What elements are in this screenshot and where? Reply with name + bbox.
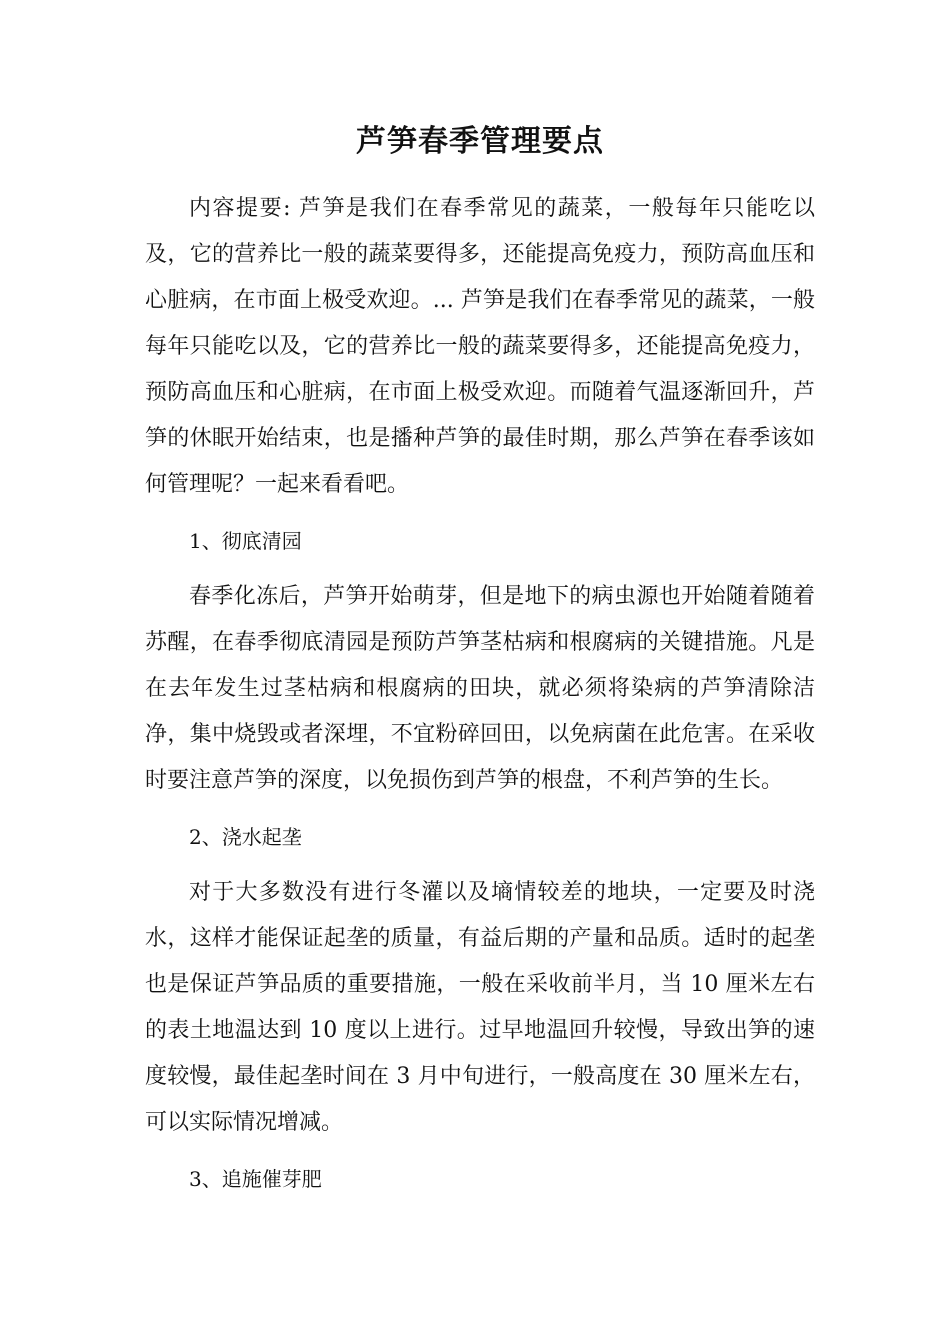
document-title: 芦笋春季管理要点	[356, 124, 604, 159]
section-heading-1: 1、彻底清园	[189, 529, 302, 553]
section-body-2: 对于大多数没有进行冬灌以及墒情较差的地块，一定要及时浇水，这样才能保证起垄的质量，有益后期的产量和品质。适时的起垄也是保证芦笋品质的重要措施，一般在采收前半月，当 10 厘米左右的表土地温达到 10 度以上进行。过早地温回升较慢，导致出笋的速度较慢，最佳起垄时间在 3 月中旬进行，一般高度在 30 厘米左右，可以实际情况增减。	[145, 880, 815, 1135]
intro-paragraph: 内容提要: 芦笋是我们在春季常见的蔬菜，一般每年只能吃以及，它的营养比一般的蔬菜要得多，还能提高免疫力，预防高血压和心脏病，在市面上极受欢迎。... 芦笋是我们在春季常见的蔬菜，一般每年只能吃以及，它的营养比一般的蔬菜要得多，还能提高免疫力，预防高血压和心脏病，在市面上极受欢迎。而随着气温逐渐回升，芦笋的休眠开始结束，也是播种芦笋的最佳时期，那么芦笋在春季该如何管理呢？一起来看看吧。	[145, 196, 815, 497]
section-body-1: 春季化冻后，芦笋开始萌芽，但是地下的病虫源也开始随着随着苏醒，在春季彻底清园是预防芦笋茎枯病和根腐病的关键措施。凡是在去年发生过茎枯病和根腐病的田块，就必须将染病的芦笋清除洁净，集中烧毁或者深埋，不宜粉碎回田，以免病菌在此危害。在采收时要注意芦笋的深度，以免损伤到芦笋的根盘，不利芦笋的生长。	[145, 584, 815, 793]
document-page	[145, 120, 815, 1212]
section-heading-2: 2、浇水起垄	[189, 825, 302, 849]
section-heading-3: 3、追施催芽肥	[189, 1167, 322, 1191]
